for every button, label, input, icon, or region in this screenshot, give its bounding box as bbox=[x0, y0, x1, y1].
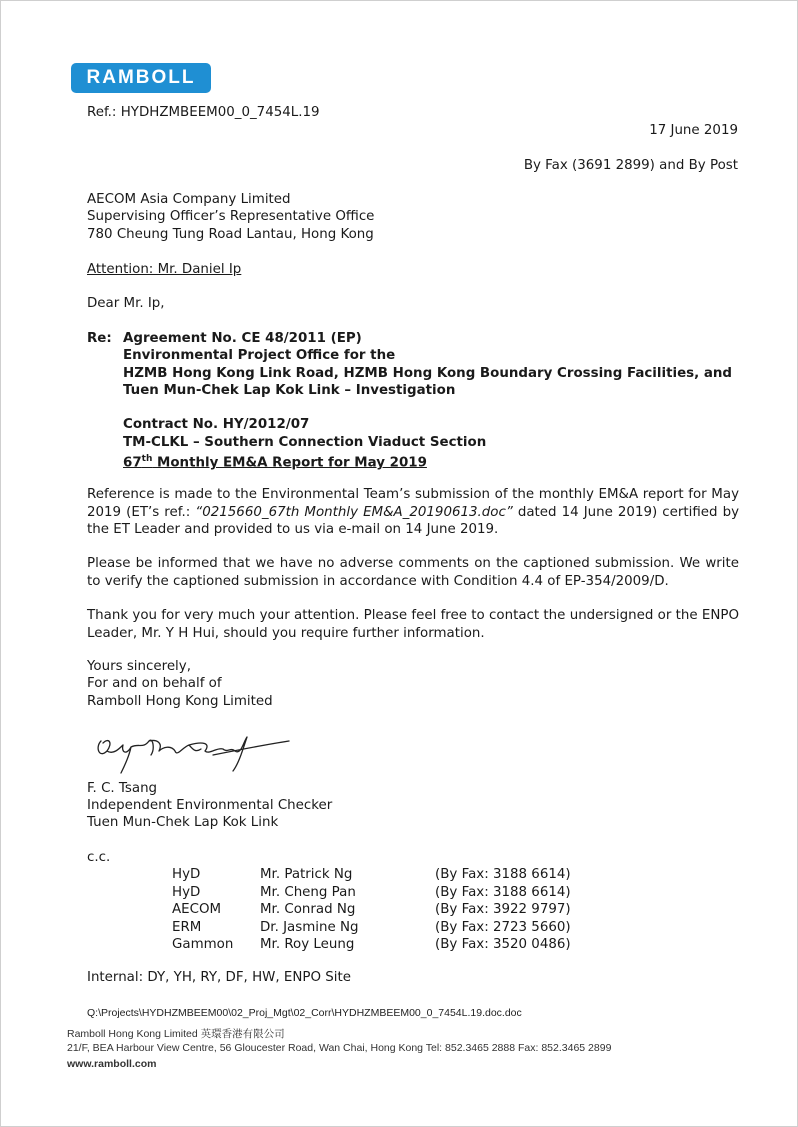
letter-date: 17 June 2019 bbox=[649, 123, 738, 138]
cc-row bbox=[172, 866, 571, 884]
footer-company: Ramboll Hong Kong Limited 英環香港有限公司 bbox=[67, 1028, 285, 1040]
cc-fax: (By Fax: 3922 9797) bbox=[435, 902, 571, 917]
closing-line: For and on behalf of bbox=[87, 676, 222, 691]
cc-org: ERM bbox=[172, 919, 202, 935]
cc-row bbox=[172, 901, 571, 919]
closing-line: Yours sincerely, bbox=[87, 659, 191, 674]
footer-website: www.ramboll.com bbox=[67, 1058, 157, 1070]
cc-row bbox=[172, 884, 571, 902]
cc-fax: (By Fax: 3188 6614) bbox=[435, 884, 571, 900]
cc-org: HyD bbox=[172, 867, 201, 882]
cc-name: Mr. Conrad Ng bbox=[260, 902, 356, 917]
signer-name: F. C. Tsang bbox=[87, 781, 158, 796]
cc-name: Mr. Cheng Pan bbox=[260, 884, 356, 900]
subject-line: Environmental Project Office for the bbox=[123, 348, 396, 363]
report-title: 67th Monthly EM&A Report for May 2019 bbox=[123, 454, 427, 471]
cc-org: AECOM bbox=[172, 902, 222, 917]
paragraph-no-comments: Please be informed that we have no adverse comments on the captioned submission. We write to verify the captioned submission in accordance with Condition 4.4 of EP-354/2009/D. bbox=[87, 556, 739, 589]
cc-name: Mr. Roy Leung bbox=[260, 937, 355, 952]
address-line: 780 Cheung Tung Road Lantau, Hong Kong bbox=[87, 227, 374, 242]
address-line: AECOM Asia Company Limited bbox=[87, 192, 291, 207]
cc-fax: (By Fax: 3520 0486) bbox=[435, 937, 571, 952]
salutation: Dear Mr. Ip, bbox=[87, 296, 165, 311]
delivery-method: By Fax (3691 2899) and By Post bbox=[523, 158, 738, 173]
re-label: Re: bbox=[87, 331, 112, 346]
attention-line: Attention: Mr. Daniel Ip bbox=[87, 262, 242, 277]
cc-label: c.c. bbox=[87, 850, 111, 865]
paragraph-thanks: Thank you for very much your attention. Please feel free to contact the undersigned or the ENPO Leader, Mr. Y H Hui, should you require further information. bbox=[87, 608, 739, 641]
subject-line: Agreement No. CE 48/2011 (EP) bbox=[123, 331, 362, 346]
signature-image bbox=[93, 729, 293, 775]
footer-address: 21/F, BEA Harbour View Centre, 56 Gloucester Road, Wan Chai, Hong Kong Tel: 852.3465 2888 Fax: 852.3465 2899 bbox=[67, 1042, 612, 1054]
cc-org: Gammon bbox=[172, 937, 234, 952]
contract-number: Contract No. HY/2012/07 bbox=[123, 417, 310, 432]
paragraph-reference: Reference is made to the Environmental Team’s submission of the monthly EM&A report for May 2019 (ET’s ref.: “0215660_67th Monthly EM&A_20190613.doc” dated 14 June 2019) certified by the ET Leader and provided to us via e-mail on 14 June 2019. bbox=[87, 487, 739, 537]
cc-org: HyD bbox=[172, 884, 201, 900]
ramboll-logo: RAMBOLL bbox=[71, 63, 211, 93]
reference-number: Ref.: HYDHZMBEEM00_0_7454L.19 bbox=[87, 105, 320, 120]
cc-fax: (By Fax: 3188 6614) bbox=[435, 867, 571, 882]
cc-fax: (By Fax: 2723 5660) bbox=[435, 919, 571, 935]
subject-line: HZMB Hong Kong Link Road, HZMB Hong Kong Boundary Crossing Facilities, and bbox=[123, 366, 733, 381]
cc-row bbox=[172, 936, 571, 954]
section-name: TM-CLKL – Southern Connection Viaduct Section bbox=[123, 435, 487, 450]
cc-name: Dr. Jasmine Ng bbox=[260, 919, 359, 935]
cc-row bbox=[172, 919, 571, 937]
signer-project: Tuen Mun-Chek Lap Kok Link bbox=[87, 815, 279, 830]
closing-line: Ramboll Hong Kong Limited bbox=[87, 694, 273, 709]
file-path: Q:\Projects\HYDHZMBEEM00\02_Proj_Mgt\02_Corr\HYDHZMBEEM00_0_7454L.19.doc.doc bbox=[87, 1007, 522, 1019]
cc-name: Mr. Patrick Ng bbox=[260, 867, 353, 882]
address-line: Supervising Officer’s Representative Office bbox=[87, 209, 375, 224]
internal-distribution: Internal: DY, YH, RY, DF, HW, ENPO Site bbox=[87, 970, 351, 985]
cc-table bbox=[172, 866, 571, 954]
subject-line: Tuen Mun-Chek Lap Kok Link – Investigation bbox=[123, 383, 456, 398]
signer-title: Independent Environmental Checker bbox=[87, 798, 333, 813]
